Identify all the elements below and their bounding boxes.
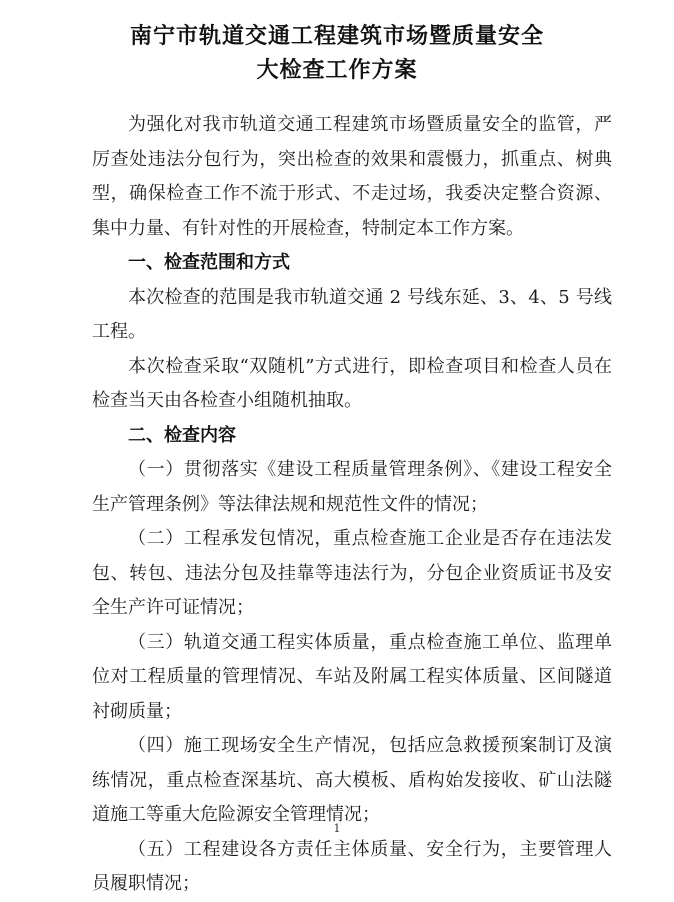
document-title-line-1: 南宁市轨道交通工程建筑市场暨质量安全: [129, 24, 544, 49]
section-heading-scope: 一、检查范围和方式: [128, 252, 290, 273]
page-number: 1: [333, 822, 341, 835]
content-item-3: （三）轨道交通工程实体质量，重点检查施工单位、监理单位对工程质量的管理情况、车站及附属工程实体质量、区间隧道衬砌质量；: [92, 631, 612, 722]
content-item-1: （一）贯彻落实《建设工程质量管理条例》、《建设工程安全生产管理条例》等法律法规和规范性文件的情况；: [92, 459, 612, 515]
section-heading-content: 二、检查内容: [128, 424, 236, 446]
scope-paragraph: 本次检查的范围是我市轨道交通 2 号线东延、3、4、5 号线工程。: [92, 286, 612, 342]
document-body: [92, 108, 612, 902]
method-paragraph: 本次检查采取“双随机”方式进行，即检查项目和检查人员在检查当天由各检查小组随机抽取。: [92, 355, 612, 411]
content-item-4: （四）施工现场安全生产情况，包括应急救援预案制订及演练情况，重点检查深基坑、高大模板、盾构始发接收、矿山法隧道施工等重大危险源安全管理情况；: [92, 735, 612, 825]
content-item-5: （五）工程建设各方责任主体质量、安全行为，主要管理人员履职情况；: [92, 838, 612, 894]
document-title-line-2: 大检查工作方案: [256, 58, 418, 83]
content-item-2: （二）工程承发包情况，重点检查施工企业是否存在违法发包、转包、违法分包及挂靠等违法行为，分包企业资质证书及安全生产许可证情况；: [92, 528, 612, 618]
intro-paragraph: 为强化对我市轨道交通工程建筑市场暨质量安全的监管，严厉查处违法分包行为，突出检查的效果和震慑力，抓重点、树典型，确保检查工作不流于形式、不走过场，我委决定整合资源、集中力量、有针对性的开展检查，特制定本工作方案。: [92, 114, 612, 239]
